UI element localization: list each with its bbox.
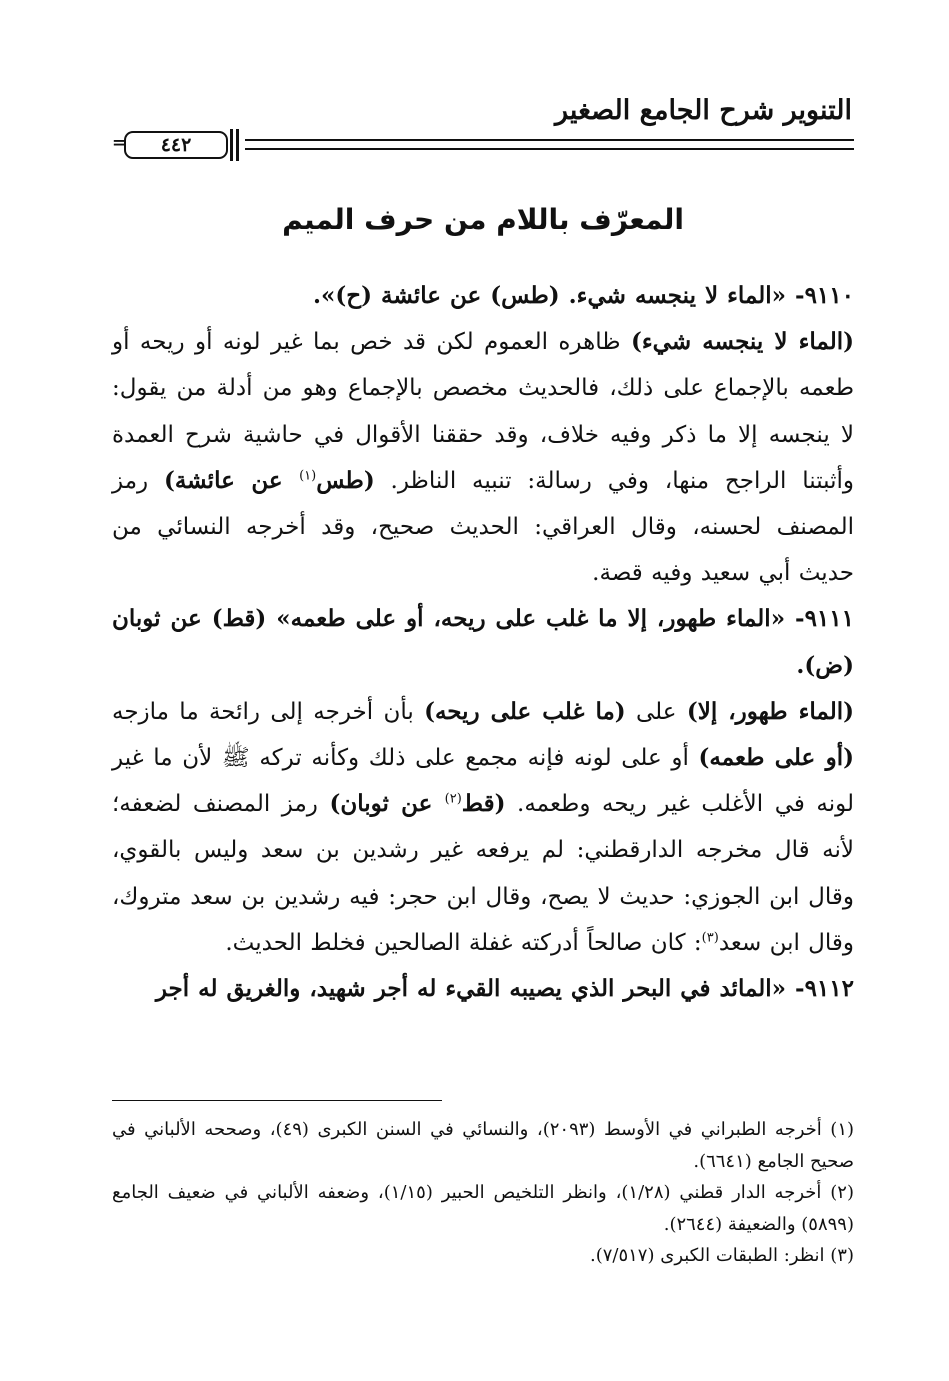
chapter-heading: المعرّف باللام من حرف الميم [282, 203, 684, 236]
commentary-text: : كان صالحاً أدركته غفلة الصالحين فخلط الحديث. [225, 929, 702, 956]
main-text [112, 273, 854, 1012]
hadith-9111: ٩١١١- «الماء طهور، إلا ما غلب على ريحه، أو على طعمه» (قط) عن ثوبان (ض). [112, 605, 854, 679]
footnote-ref-1: (١) [299, 468, 317, 484]
commentary-9111 [112, 689, 854, 966]
source-ref: عن عائشة) [163, 466, 300, 494]
quoted-phrase: (ما غلب على ريحه) [424, 697, 626, 725]
page-header [112, 95, 854, 155]
hadith-9110: ٩١١٠- «الماء لا ينجسه شيء. (طس) عن عائشة (ح)». [313, 282, 854, 309]
book-title: التنوير شرح الجامع الصغير [555, 95, 852, 126]
page-number-bar [230, 129, 233, 161]
source-ref: عن ثوبان) [329, 790, 445, 818]
commentary-text: ظاهره العموم لكن قد خص بما غير لونه أو ريحه أو طعمه بالإجماع على ذلك، فالحديث مخصص بالإجماع وهو من أدلة من يقول: لا ينجسه إلا ما ذكر وفيه خلاف، وقد حققنا الأقوال في حاشية شرح العمدة وأثبتنا الراجح منها، وفي رسالة: تنبيه الناظر. [112, 329, 854, 494]
footnote-ref-3: (٣) [701, 930, 719, 946]
quoted-phrase: (الماء لا ينجسه شيء) [630, 328, 855, 356]
source-ref: (طس [316, 466, 375, 494]
footnotes [112, 1114, 854, 1272]
quoted-phrase: (أو على طعمه) [698, 744, 854, 772]
footnote-3: (٣) انظر: الطبقات الكبرى (٧/٥١٧). [589, 1245, 854, 1266]
footnote-1: (١) أخرجه الطبراني في الأوسط (٢٠٩٣)، والنسائي في السنن الكبرى (٤٩)، وصححه الألباني في صحيح الجامع (٦٦٤١). [112, 1119, 855, 1172]
page-number-bar [236, 129, 239, 161]
page-number: ٤٤٢ [124, 131, 228, 159]
footnote-ref-2: (٢) [444, 791, 462, 807]
commentary-text: رمز المصنف لضعفه؛ لأنه قال مخرجه الدارقطني: لم يرفعه غير رشدين بن سعد وليس بالقوي، وقال ابن الجوزي: حديث لا يصح، وقال ابن حجر: فيه رشدين بن سعد متروك، وقال ابن سعد [112, 791, 854, 956]
commentary-text: على [625, 698, 687, 725]
commentary-text: أو على لونه فإنه مجمع على ذلك وكأنه تركه ﷺ لأن ما غير لونه في الأغلب غير ريحه وطعمه. [112, 745, 855, 818]
commentary-9110 [112, 319, 854, 596]
header-rule-bottom [245, 148, 854, 150]
footnote-separator [112, 1100, 442, 1101]
header-rule-top [245, 139, 854, 141]
commentary-text: رمز المصنف لحسنه، وقال العراقي: الحديث صحيح، وقد أخرجه النسائي من حديث أبي سعيد وفيه قصة. [112, 467, 854, 587]
source-ref: (قط [461, 790, 506, 818]
hadith-9112: ٩١١٢- «المائد في البحر الذي يصيبه القيء له أجر شهيد، والغريق له أجر [155, 975, 854, 1003]
footnote-2: (٢) أخرجه الدار قطني (١/٢٨)، وانظر التلخيص الحبير (١/١٥)، وضعفه الألباني في ضعيف الجامع (٥٨٩٩) والضعيفة (٢٦٤٤). [112, 1182, 854, 1235]
commentary-text: بأن أخرجه إلى رائحة ما مازجه [112, 698, 425, 725]
quoted-phrase: (الماء طهور، إلا) [686, 697, 855, 725]
header-ornament: = [112, 133, 127, 153]
